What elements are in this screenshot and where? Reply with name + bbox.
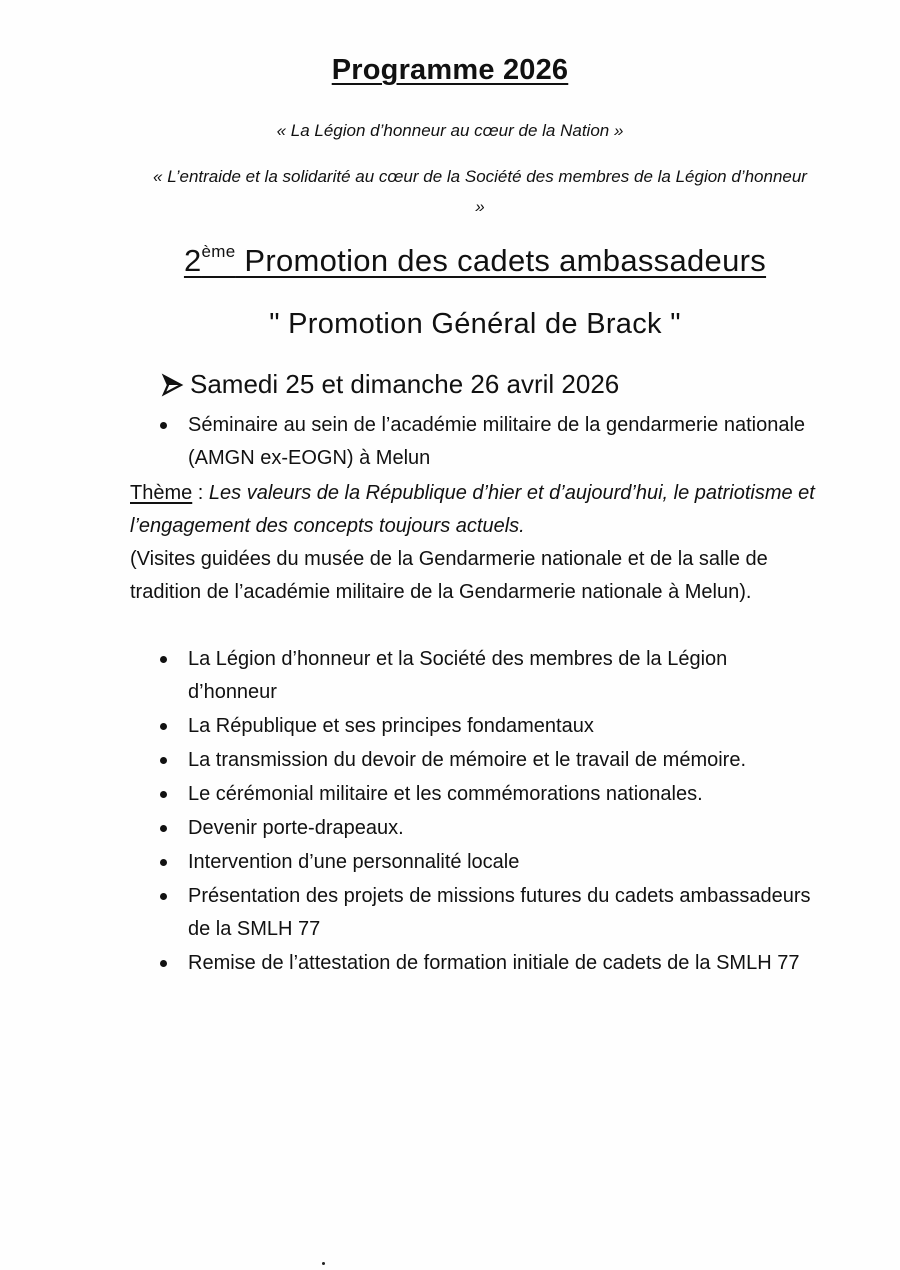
list-item-text: Le cérémonial militaire et les commémorations nationales.	[188, 783, 703, 805]
bullet-dot-icon	[160, 859, 167, 866]
bullet-dot-icon	[160, 791, 167, 798]
list-item	[160, 778, 820, 811]
bullet-dot-icon	[160, 893, 167, 900]
arrowhead-bullet-icon	[160, 373, 184, 397]
promotion-title: Promotion des cadets ambassadeurs	[235, 243, 767, 278]
list-item	[160, 643, 820, 709]
bullet-dot-icon	[160, 723, 167, 730]
page-title: Programme 2026	[331, 54, 569, 86]
date-heading	[160, 369, 619, 400]
motto-legion: « La Légion d’honneur au cœur de la Nation »	[276, 121, 624, 140]
scan-speck	[322, 1262, 325, 1265]
list-item	[160, 710, 820, 743]
list-item	[160, 846, 820, 879]
bullet-dot-icon	[160, 656, 167, 663]
promotion-heading	[0, 243, 900, 279]
promotion-ordinal-suffix: ème	[201, 242, 236, 261]
list-item	[160, 409, 820, 475]
theme-text: Les valeurs de la République d’hier et d’aujourd’hui, le patriotisme et l’engagement des concepts toujours actuels.	[130, 482, 815, 537]
list-item-text: Intervention d’une personnalité locale	[188, 851, 520, 873]
list-item-text: La transmission du devoir de mémoire et le travail de mémoire.	[188, 749, 747, 771]
list-item	[160, 812, 820, 845]
list-item-text: La Légion d’honneur et la Société des membres de la Légion d’honneur	[188, 648, 728, 703]
theme-label: Thème	[130, 482, 193, 504]
promotion-ordinal: 2	[183, 243, 202, 278]
theme-paragraph	[130, 477, 830, 543]
seminar-list	[160, 409, 820, 475]
list-item-text: Présentation des projets de missions futures du cadets ambassadeurs de la SMLH 77	[188, 885, 811, 940]
list-item-text: Séminaire au sein de l’académie militaire de la gendarmerie nationale (AMGN ex-EOGN) à Melun	[188, 414, 806, 469]
date-heading-text: Samedi 25 et dimanche 26 avril 2026	[190, 369, 620, 399]
visits-paragraph: (Visites guidées du musée de la Gendarmerie nationale et de la salle de tradition de l’académie militaire de la Gendarmerie nationale à Melun).	[130, 548, 768, 603]
list-item-text: La République et ses principes fondamentaux	[188, 715, 594, 737]
list-item	[160, 880, 820, 946]
list-item	[160, 947, 820, 980]
promotion-name: " Promotion Général de Brack "	[269, 308, 681, 340]
bullet-dot-icon	[160, 757, 167, 764]
motto-solidarity: « L’entraide et la solidarité au cœur de la Société des membres de la Légion d’honneur »	[153, 167, 807, 216]
bullet-dot-icon	[160, 960, 167, 967]
bullet-dot-icon	[160, 422, 167, 429]
bullet-dot-icon	[160, 825, 167, 832]
list-item	[160, 744, 820, 777]
list-item-text: Remise de l’attestation de formation initiale de cadets de la SMLH 77	[188, 952, 800, 974]
program-list	[160, 643, 820, 981]
list-item-text: Devenir porte-drapeaux.	[188, 817, 404, 839]
theme-separator: :	[192, 482, 209, 504]
